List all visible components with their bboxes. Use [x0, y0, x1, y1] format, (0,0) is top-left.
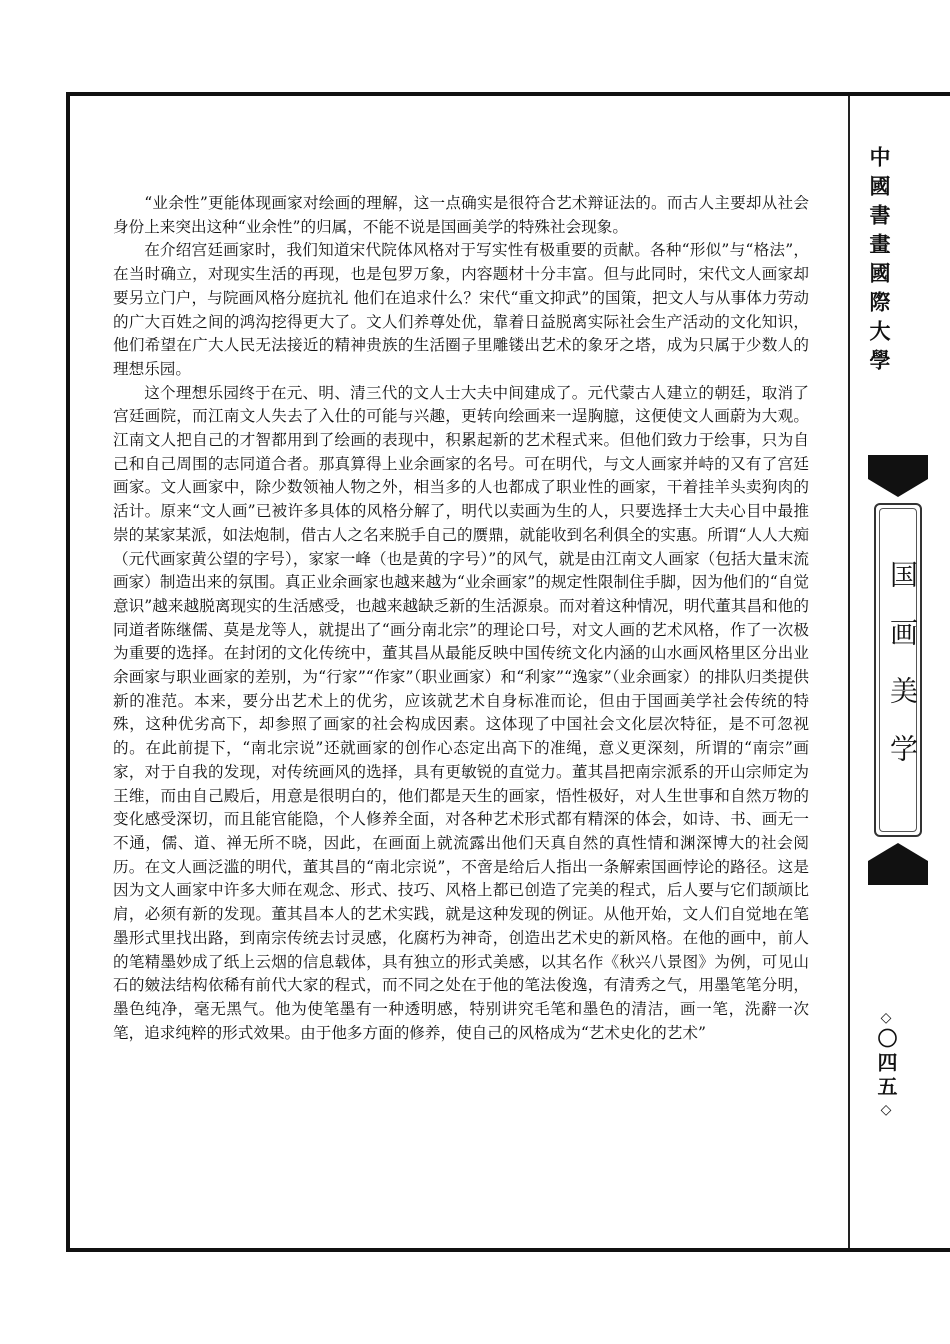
- title-bottom-bar: [868, 871, 928, 885]
- diamond-icon: ◇: [880, 1010, 892, 1026]
- sidebar-divider: [848, 96, 850, 1248]
- title-box-inner: [879, 508, 917, 832]
- series-title: 中國書畫國際大學: [867, 146, 891, 378]
- book-title-block: [868, 455, 928, 885]
- title-box: [874, 503, 922, 837]
- paragraph-2: 在介绍宫廷画家时，我们知道宋代院体风格对于写实性有极重要的贡献。各种“形似”与“格法”，在当时确立，对现实生活的再现，也是包罗万象，内容题材十分丰富。但与此同时，宋代文人画家却要另立门户，与院画风格分庭抗礼 他们在追求什么？宋代“重文抑武”的国策，把文人与从事体力劳动的广大百姓之间的鸿沟挖得更大了。文人们养尊处优，靠着日益脱离实际社会生产活动的文化知识，他们希望在广大人民无法接近的精神贵族的生活圈子里雕镂出艺术的象牙之塔，成为只属于少数人的理想乐园。: [113, 241, 809, 378]
- main-text: [113, 192, 809, 1045]
- page-number: [864, 1008, 908, 1120]
- page-number-digits: 〇四五: [874, 1028, 898, 1100]
- title-top-bar: [868, 455, 928, 469]
- paragraph-1: “业余性”更能体现画家对绘画的理解，这一点确实是很符合艺术辩证法的。而古人主要却从社会身份上来突出这种“业余性”的归属，不能不说是国画美学的特殊社会现象。: [113, 194, 809, 236]
- paragraph-3: 这个理想乐园终于在元、明、清三代的文人士大夫中间建成了。元代蒙古人建立的朝廷，取消了宫廷画院，而江南文人失去了入仕的可能与兴趣，更转向绘画来一逞胸臆，这便使文人画蔚为大观。江南文人把自己的才智都用到了绘画的表现中，积累起新的艺术程式来。但他们致力于绘事，只为自己和自己周围的志同道合者。那真算得上业余画家的名号。可在明代，与文人画家并峙的又有了宫廷画家。文人画家中，除少数领袖人物之外，相当多的人也都成了职业性的画家，干着挂羊头卖狗肉的活计。原来“文人画”已被许多具体的风格分解了，明代以卖画为生的人，只要选择士大夫心目中最推崇的某家某派，如法炮制，借古人之名来脱手自己的赝鼎，就能收到名利俱全的实惠。所谓“人人大痴（元代画家黄公望的字号），家家一峰（也是黄的字号）”的风气，就是由江南文人画家（包括大量末流画家）制造出来的氛围。真正业余画家也越来越为“业余画家”的规定性限制住手脚，因为他们的“自觉意识”越来越脱离现实的生活感受，也越来越缺乏新的生活源泉。而对着这种情况，明代董其昌和他的同道者陈继儒、莫是龙等人，就提出了“画分南北宗”的理论口号，对文人画的艺术风格，作了一次极为重要的选择。在封闭的文化传统中，董其昌从最能反映中国传统文化内涵的山水画风格里区分出业余画家与职业画家的差别，为“行家”“作家”（职业画家）和“利家”“逸家”（业余画家）的排队归类提供新的准范。本来，要分出艺术上的优劣，应该就艺术自身标准而论，但由于国画美学社会传统的特殊，这种优劣高下，却参照了画家的社会构成因素。这体现了中国社会文化层次特征，是不可忽视的。在此前提下，“南北宗说”还就画家的创作心态定出高下的准绳，意义更深刻，所谓的“南宗”画家，对于自我的发现，对传统画风的选择，具有更敏锐的直觉力。董其昌把南宗派系的开山宗师定为王维，而由自己殿后，用意是很明白的，他们都是天生的画家，悟性极好，对人生世事和自然万物的变化感受深切，而且能官能隐，个人修养全面，对各种艺术形式都有精深的体会，如诗、书、画无一不通，儒、道、禅无所不晓，因此，在画面上就流露出他们天真自然的真性情和渊深博大的社会阅历。在文人画泛滥的明代，董其昌的“南北宗说”，不啻是给后人指出一条解索国画悖论的路径。这是因为文人画家中许多大师在观念、形式、技巧、风格上都已创造了完美的程式，后人要与它们颉颃比肩，必须有新的发现。董其昌本人的艺术实践，就是这种发现的例证。从他开始，文人们自觉地在笔墨形式里找出路，到南宗传统去讨灵感，化腐朽为神奇，创造出艺术史的新风格。在他的画中，前人的笔精墨妙成了纸上云烟的信息载体，具有独立的形式美感，以其名作《秋兴八景图》为例，可见山石的皴法结构依稀有前代大家的程式，而不同之处在于他的笔法俊逸，有清秀之气，用墨笔笔分明，墨色纯净，毫无黑气。他为使笔墨有一种透明感，特别讲究毛笔和墨色的清洁，画一笔，洗辭一次笔，追求纯粹的形式效果。由于他多方面的修养，使自己的风格成为“艺术史化的艺术”: [113, 383, 809, 1042]
- book-title: 国画美学: [886, 560, 919, 792]
- title-top-ornament: [868, 469, 928, 497]
- title-bottom-ornament: [868, 843, 928, 871]
- diamond-icon: ◇: [880, 1102, 892, 1118]
